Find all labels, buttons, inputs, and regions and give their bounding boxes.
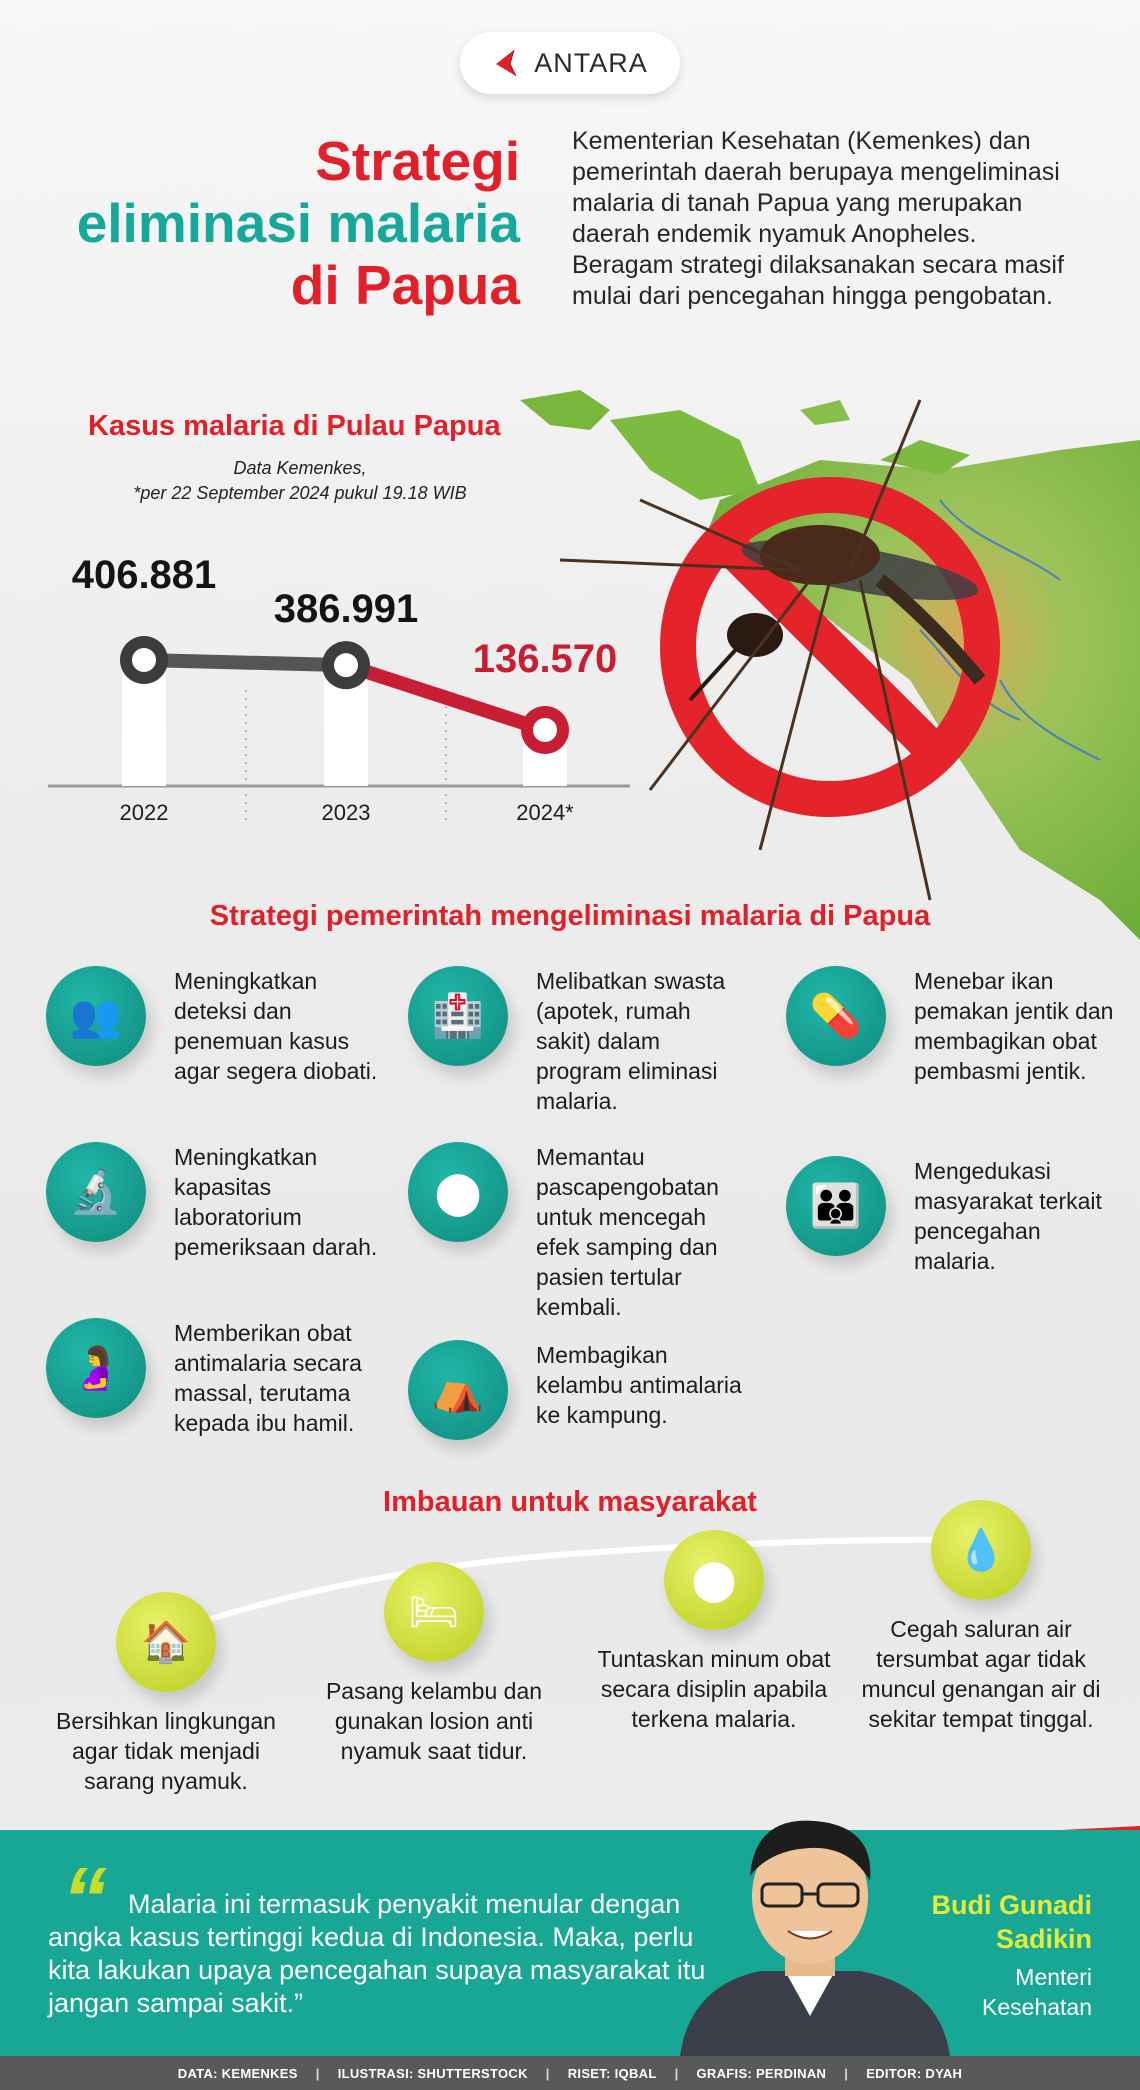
advice-text: Tuntaskan minum obat secara disiplin apabila terkena malaria.	[597, 1646, 831, 1732]
strategy-item	[786, 1156, 1140, 1306]
speaker-name-line-1: Budi Gunadi	[931, 1890, 1092, 1920]
malaria-cases-chart	[40, 540, 640, 840]
quote-text: Malaria ini termasuk penyakit menular dengan angka kasus tertinggi kedua di Indonesia. Maka, perlu kita lakukan upaya pencegahan supaya masyarakat itu jangan sampai sakit.”	[48, 1889, 706, 2018]
strategy-item	[408, 1340, 768, 1460]
advice-title: Imbauan untuk masyarakat	[383, 1486, 757, 1518]
speaker-name	[932, 1888, 1092, 1956]
credit-separator: |	[674, 2065, 679, 2081]
house-shield-icon: 🏠	[116, 1592, 216, 1692]
strategy-text: Memberikan obat antimalaria secara massal, terutama kepada ibu hamil.	[174, 1320, 362, 1436]
advice-text: Pasang kelambu dan gunakan losion anti nyamuk saat tidur.	[325, 1678, 543, 1764]
people-mosquito-icon: 👥	[46, 966, 146, 1066]
water-drops-icon: 💧	[931, 1500, 1031, 1600]
speaker-role	[932, 1962, 1092, 2022]
strategy-text: Melibatkan swasta (apotek, rumah sakit) dalam program eliminasi malaria.	[536, 968, 726, 1114]
credit-illustration: ILUSTRASI: SHUTTERSTOCK	[337, 2065, 528, 2081]
pills-icon: ⬤	[664, 1530, 764, 1630]
strategy-text: Memantau pascapengobatan untuk mencegah efek samping dan pasien tertular kembali.	[536, 1144, 719, 1320]
microscope-icon: 🔬	[46, 1142, 146, 1242]
chart-source	[110, 456, 490, 506]
chart-x-tick-label: 2024*	[516, 800, 574, 825]
strategy-item	[408, 1142, 768, 1322]
footer-credits	[0, 2056, 1140, 2090]
antara-logo	[460, 32, 680, 94]
pills-icon: ⬤	[408, 1142, 508, 1242]
strategy-item	[46, 966, 406, 1116]
advice-item	[846, 1500, 1116, 1734]
pregnant-woman-icon: 🤰	[46, 1318, 146, 1418]
strategy-item	[408, 966, 768, 1116]
strategy-item	[786, 966, 1140, 1116]
chart-source-line-1: Data Kemenkes,	[233, 458, 367, 478]
chart-point-center	[533, 718, 557, 742]
credit-separator: |	[545, 2065, 550, 2081]
chart-value-label: 386.991	[273, 587, 419, 631]
mosquito-net-icon: ⛺	[408, 1340, 508, 1440]
credit-separator: |	[315, 2065, 320, 2081]
antara-logo-icon	[492, 48, 526, 78]
chart-value-label: 406.881	[71, 553, 217, 597]
page-title	[77, 130, 520, 316]
credit-graphics: GRAFIS: PERDINAN	[696, 2065, 827, 2081]
strategy-text: Membagikan kelambu antimalaria ke kampung.	[536, 1342, 742, 1428]
chart-point-center	[334, 653, 358, 677]
speaker-role-line-1: Menteri	[1015, 1964, 1092, 1990]
logo-text: ANTARA	[534, 47, 648, 78]
strategy-item	[46, 1142, 406, 1292]
intro-paragraph: Kementerian Kesehatan (Kemenkes) dan pemerintah daerah berupaya mengeliminasi malaria di tanah Papua yang merupakan daerah endemik nyamuk Anopheles. Beragam strategi dilaksanakan secara masif mulai dari pencegahan hingga pengobatan.	[572, 127, 1064, 310]
hospital-icon: 🏥	[408, 966, 508, 1066]
credit-research: RISET: IQBAL	[567, 2065, 657, 2081]
advice-item	[46, 1592, 286, 1796]
medicine-bottle-icon: 💊	[786, 966, 886, 1066]
title-line-3: di Papua	[290, 254, 520, 316]
speaker-portrait	[650, 1786, 970, 2056]
chart-line-segment	[144, 660, 346, 665]
advice-text: Bersihkan lingkungan agar tidak menjadi sarang nyamuk.	[56, 1708, 276, 1794]
chart-value-label: 136.570	[472, 637, 618, 681]
credit-separator: |	[844, 2065, 849, 2081]
speaker-name-line-2: Sadikin	[995, 1924, 1092, 1954]
strategy-text: Menebar ikan pemakan jentik dan membagikan obat pembasmi jentik.	[914, 968, 1114, 1084]
strategy-text: Mengedukasi masyarakat terkait pencegahan malaria.	[914, 1158, 1102, 1274]
strategy-text: Meningkatkan deteksi dan penemuan kasus agar segera diobati.	[174, 968, 378, 1084]
bed-net-icon: 🛏	[384, 1562, 484, 1662]
strategy-item	[46, 1318, 406, 1468]
strategies-title: Strategi pemerintah mengeliminasi malaria di Papua	[209, 900, 931, 932]
advice-text: Cegah saluran air tersumbat agar tidak muncul genangan air di sekitar tempat tinggal.	[861, 1616, 1101, 1732]
chart-source-line-2: *per 22 September 2024 pukul 19.18 WIB	[133, 483, 467, 503]
quote-mark-icon: “	[62, 1850, 107, 1950]
chart-title: Kasus malaria di Pulau Papua	[88, 410, 501, 442]
advice-item	[594, 1530, 834, 1734]
community-icon: 👪	[786, 1156, 886, 1256]
speaker-role-line-2: Kesehatan	[982, 1994, 1092, 2020]
chart-x-tick-label: 2023	[321, 800, 371, 825]
credit-editor: EDITOR: DYAH	[866, 2065, 963, 2081]
credit-data: DATA: KEMENKES	[177, 2065, 298, 2081]
title-line-1: Strategi	[315, 130, 520, 192]
chart-x-tick-label: 2022	[119, 800, 169, 825]
chart-point-center	[132, 648, 156, 672]
strategy-text: Meningkatkan kapasitas laboratorium pemeriksaan darah.	[174, 1144, 378, 1260]
title-line-2: eliminasi malaria	[76, 192, 520, 254]
advice-item	[314, 1562, 554, 1766]
